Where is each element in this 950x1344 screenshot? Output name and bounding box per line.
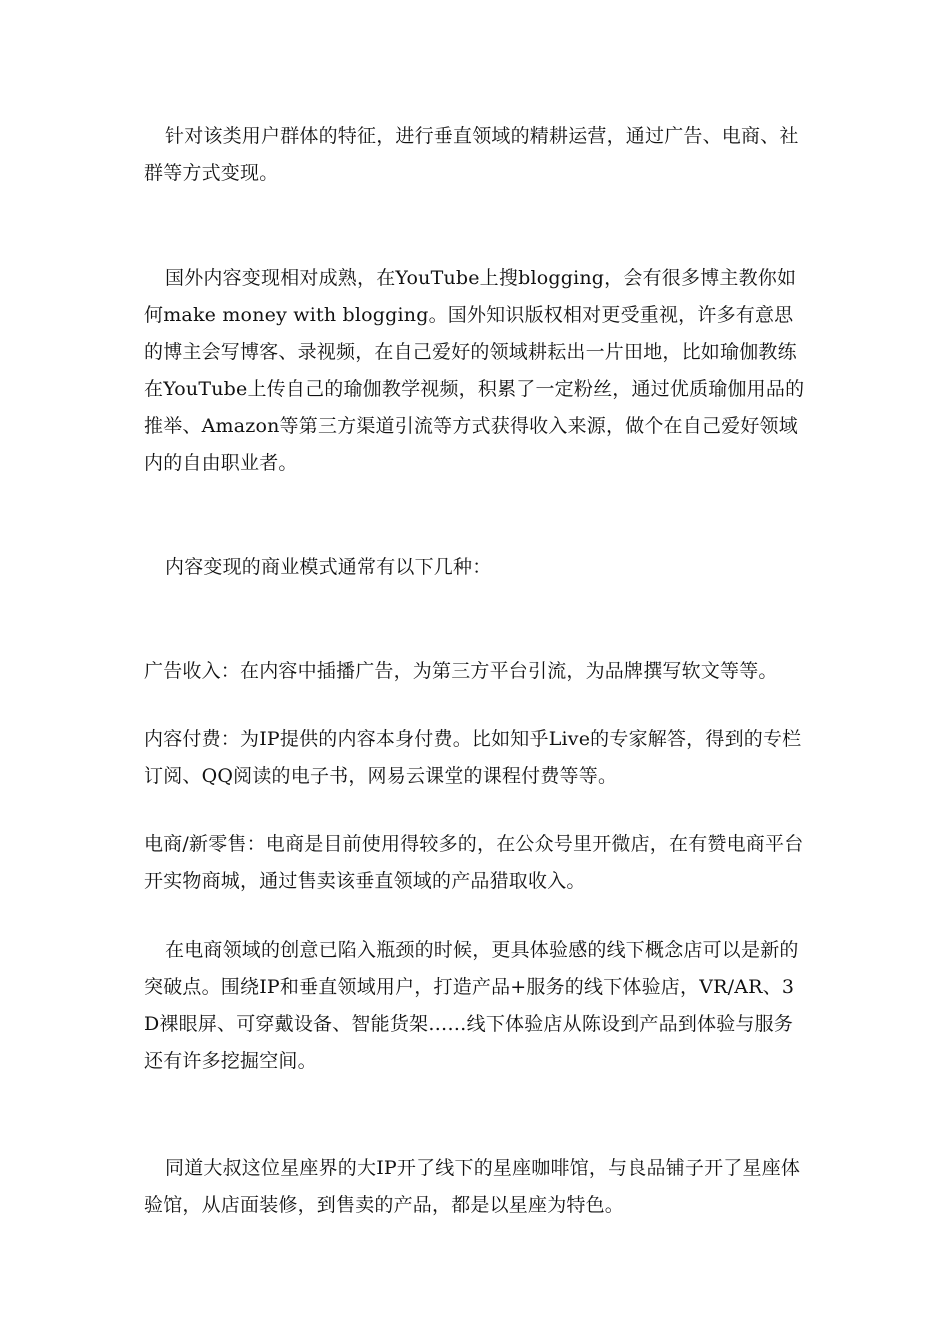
- paragraph-foreign-monetization: 国外内容变现相对成熟，在YouTube上搜blogging，会有很多博主教你如何make money with blogging。国外知识版权相对更受重视，许多有意思的博主会写博客、录视频，在自己爱好的领域耕耘出一片田地，比如瑜伽教练在YouTube上传自己的瑜伽教学视频，积累了一定粉丝，通过优质瑜伽用品的推举、Amazon等第三方渠道引流等方式获得收入来源，做个在自己爱好领域内的自由职业者。: [144, 267, 805, 474]
- paragraph-ad-revenue: 广告收入：在内容中插播广告，为第三方平台引流，为品牌撰写软文等等。: [144, 660, 778, 682]
- paragraph-vertical-operation: 针对该类用户群体的特征，进行垂直领域的精耕运营，通过广告、电商、社群等方式变现。: [144, 125, 799, 184]
- paragraph-paid-content: 内容付费：为IP提供的内容本身付费。比如知乎Live的专家解答，得到的专栏订阅、QQ阅读的电子书，网易云课堂的课程付费等等。: [144, 728, 802, 787]
- paragraph-business-models-intro: 内容变现的商业模式通常有以下几种：: [165, 556, 492, 578]
- paragraph-offline-experience-store: 在电商领域的创意已陷入瓶颈的时候，更具体验感的线下概念店可以是新的突破点。围绕IP和垂直领域用户，打造产品+服务的线下体验店，VR/AR、3D裸眼屏、可穿戴设备、智能货架……线下体验店从陈设到产品到体验与服务还有许多挖掘空间。: [144, 939, 799, 1072]
- paragraph-ecommerce-retail: 电商/新零售：电商是目前使用得较多的，在公众号里开微店，在有赞电商平台开实物商城，通过售卖该垂直领域的产品猎取收入。: [144, 833, 804, 892]
- paragraph-horoscope-cafe: 同道大叔这位星座界的大IP开了线下的星座咖啡馆，与良品铺子开了星座体验馆，从店面装修，到售卖的产品，都是以星座为特色。: [144, 1157, 801, 1216]
